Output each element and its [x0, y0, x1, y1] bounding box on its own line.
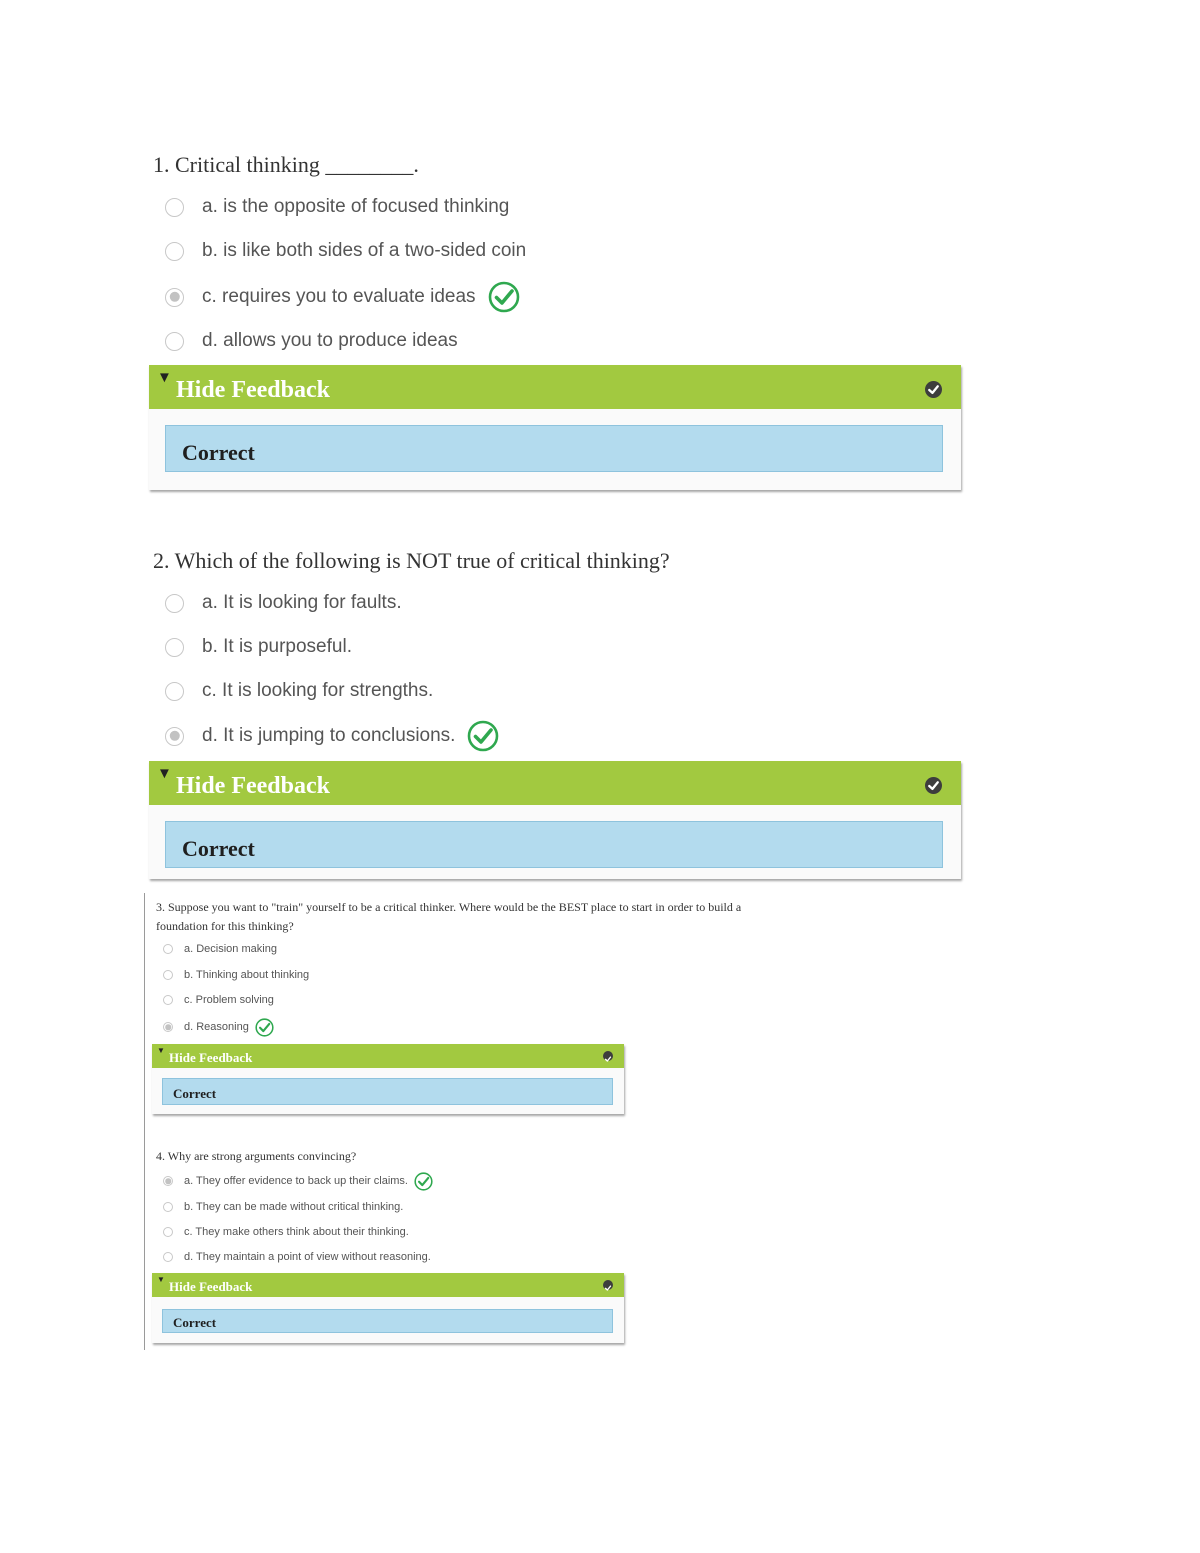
option-label: a. is the opposite of focused thinking	[202, 196, 510, 217]
check-circle-icon	[925, 777, 942, 794]
hide-feedback-label: Hide Feedback	[169, 1050, 253, 1065]
feedback-panel	[152, 1044, 624, 1114]
check-circle-icon	[603, 1051, 613, 1061]
correct-check-icon	[255, 1018, 274, 1037]
question-prompt-line-2: foundation for this thinking?	[156, 919, 294, 933]
radio-button-selected[interactable]	[165, 727, 184, 746]
answer-option-a[interactable]	[165, 196, 509, 218]
answer-option-c[interactable]	[163, 1226, 409, 1238]
check-circle-icon	[925, 381, 942, 398]
answer-option-d[interactable]	[163, 1017, 274, 1037]
option-label: c. They make others think about their thinking.	[184, 1226, 409, 1238]
question-prompt-line-1: 3. Suppose you want to "train" yourself to be a critical thinker. Where would be the BEST place to start in order to build a	[156, 900, 742, 914]
hide-feedback-label: Hide Feedback	[176, 773, 330, 799]
radio-button[interactable]	[163, 1227, 173, 1237]
radio-button-selected[interactable]	[163, 1022, 173, 1032]
feedback-toggle[interactable]	[149, 761, 961, 805]
answer-option-d[interactable]	[165, 719, 499, 753]
question-prompt: 4. Why are strong arguments convincing?	[156, 1149, 357, 1163]
radio-button[interactable]	[163, 970, 173, 980]
radio-button[interactable]	[165, 198, 184, 217]
radio-button[interactable]	[163, 1252, 173, 1262]
hide-feedback-label: Hide Feedback	[176, 377, 330, 403]
answer-option-c[interactable]	[163, 994, 274, 1006]
feedback-toggle[interactable]	[152, 1273, 624, 1297]
feedback-result-text: Correct	[173, 1315, 217, 1330]
answer-option-c[interactable]	[165, 680, 433, 702]
radio-button[interactable]	[163, 995, 173, 1005]
collapse-triangle-icon: ▼	[157, 1046, 165, 1055]
radio-button[interactable]	[165, 638, 184, 657]
feedback-result-text: Correct	[173, 1086, 217, 1101]
feedback-result-box	[162, 1309, 613, 1333]
option-label: a. It is looking for faults.	[202, 592, 402, 613]
collapse-triangle-icon: ▼	[157, 1275, 165, 1284]
hide-feedback-label: Hide Feedback	[169, 1279, 253, 1294]
radio-button[interactable]	[165, 682, 184, 701]
option-label: d. Reasoning	[184, 1021, 249, 1033]
correct-check-icon	[467, 720, 499, 752]
feedback-panel	[149, 365, 961, 490]
radio-button[interactable]	[163, 1202, 173, 1212]
option-label: a. Decision making	[184, 943, 277, 955]
collapse-triangle-icon: ▼	[157, 765, 172, 782]
feedback-panel	[152, 1273, 624, 1343]
radio-button-selected[interactable]	[163, 1176, 173, 1186]
answer-option-d[interactable]	[165, 330, 458, 352]
collapse-triangle-icon: ▼	[157, 369, 172, 386]
answer-option-b[interactable]	[165, 240, 526, 262]
question-prompt: 2. Which of the following is NOT true of critical thinking?	[153, 548, 670, 573]
feedback-toggle[interactable]	[149, 365, 961, 409]
option-label: b. They can be made without critical thinking.	[184, 1201, 404, 1213]
feedback-toggle[interactable]	[152, 1044, 624, 1068]
option-label: c. Problem solving	[184, 994, 274, 1006]
answer-option-c[interactable]	[165, 280, 520, 314]
feedback-result-box	[165, 821, 943, 868]
feedback-result-text: Correct	[182, 440, 255, 465]
radio-button[interactable]	[165, 242, 184, 261]
correct-check-icon	[414, 1172, 433, 1191]
answer-option-d[interactable]	[163, 1251, 431, 1263]
screenshot-border	[144, 893, 145, 1350]
answer-option-a[interactable]	[163, 1171, 433, 1191]
answer-option-b[interactable]	[163, 1201, 403, 1213]
option-label: c. It is looking for strengths.	[202, 680, 434, 701]
feedback-result-text: Correct	[182, 836, 255, 861]
option-label: b. It is purposeful.	[202, 636, 352, 657]
option-label: d. allows you to produce ideas	[202, 330, 458, 351]
answer-option-a[interactable]	[163, 943, 277, 955]
feedback-result-box	[162, 1078, 613, 1105]
feedback-result-box	[165, 425, 943, 472]
radio-button[interactable]	[165, 594, 184, 613]
option-label: b. Thinking about thinking	[184, 969, 310, 981]
option-label: a. They offer evidence to back up their claims.	[184, 1175, 408, 1187]
answer-option-b[interactable]	[165, 636, 352, 658]
option-label: d. It is jumping to conclusions.	[202, 725, 456, 746]
answer-option-b[interactable]	[163, 969, 309, 981]
radio-button[interactable]	[163, 944, 173, 954]
option-label: b. is like both sides of a two-sided coin	[202, 240, 527, 261]
option-label: d. They maintain a point of view without reasoning.	[184, 1251, 431, 1263]
radio-button-selected[interactable]	[165, 288, 184, 307]
answer-option-a[interactable]	[165, 592, 402, 614]
radio-button[interactable]	[165, 332, 184, 351]
check-circle-icon	[603, 1280, 613, 1290]
option-label: c. requires you to evaluate ideas	[202, 286, 476, 307]
question-prompt: 1. Critical thinking ________.	[153, 152, 419, 177]
correct-check-icon	[488, 281, 520, 313]
feedback-panel	[149, 761, 961, 879]
